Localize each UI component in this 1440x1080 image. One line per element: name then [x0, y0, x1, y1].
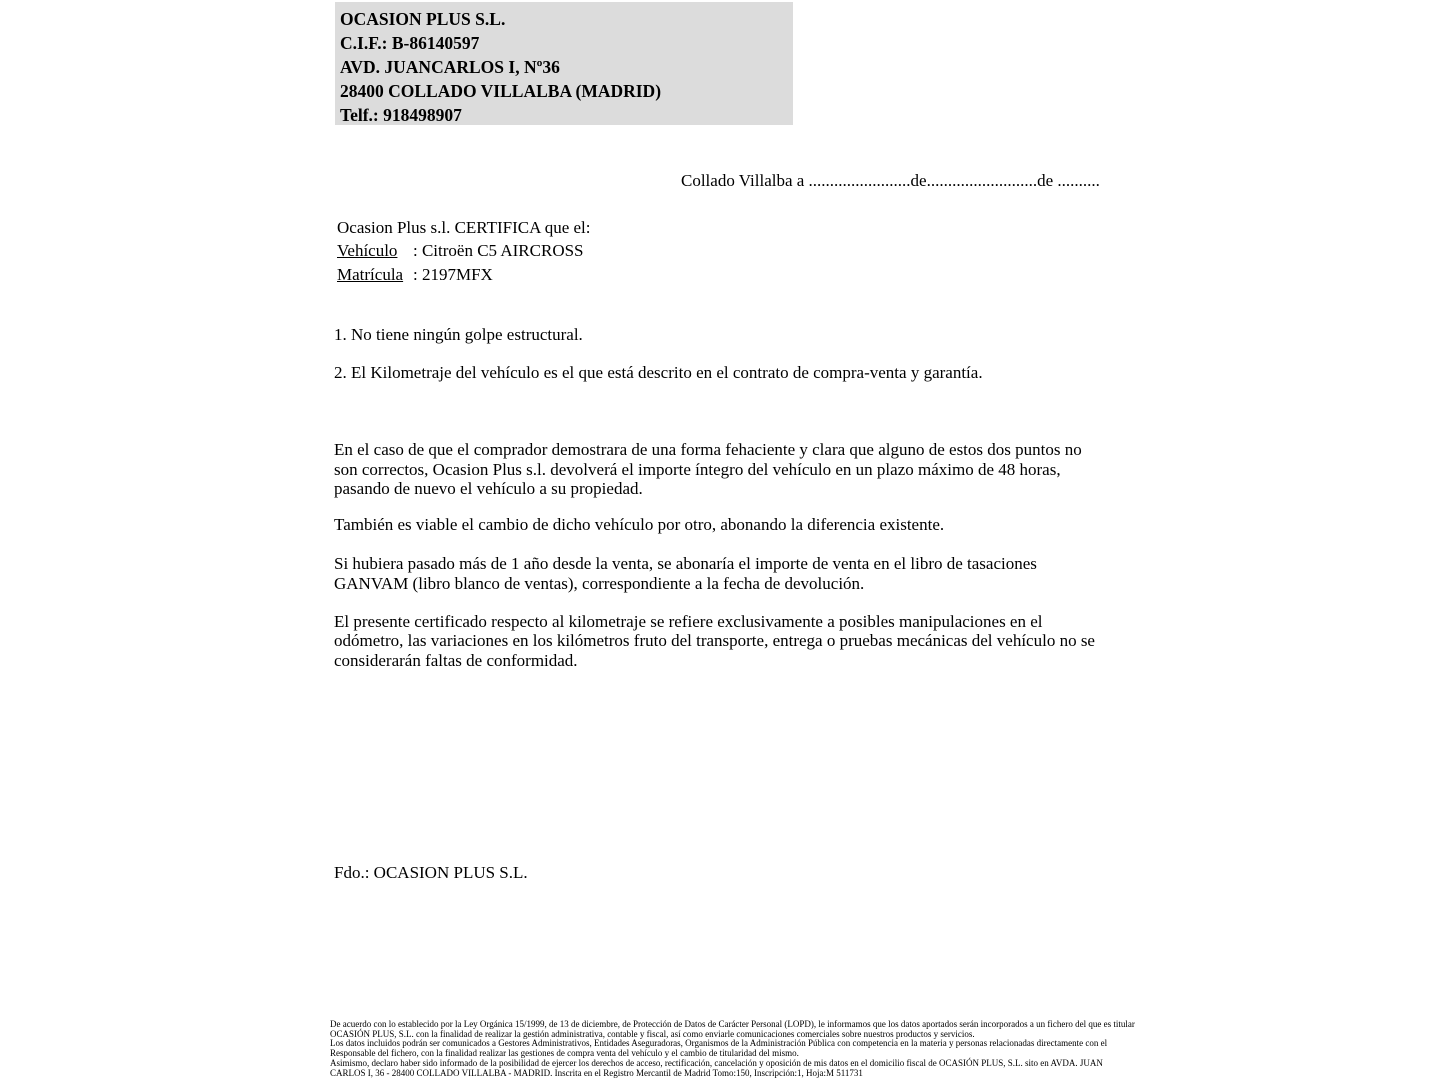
- vehicle-value: : Citroën C5 AIRCROSS: [413, 241, 584, 261]
- company-cif: C.I.F.: B-86140597: [340, 33, 480, 53]
- legal-fine-print: [330, 1019, 1135, 1078]
- company-header-box: [335, 2, 793, 125]
- plate-label: Matrícula: [337, 264, 404, 284]
- certification-intro: Ocasion Plus s.l. CERTIFICA que el:: [337, 218, 591, 237]
- paragraph-odometer: El presente certificado respecto al kilometraje se refiere exclusivamente a posibles manipulaciones en el odómetro, las variaciones en los kilómetros fruto del transporte, entrega o pruebas mecánicas del vehículo no se considerarán faltas de conformidad.: [334, 611, 1095, 670]
- vehicle-label: Vehículo: [337, 241, 398, 261]
- paragraph-exchange: También es viable el cambio de dicho vehículo por otro, abonando la diferencia existente.: [334, 514, 945, 534]
- paragraph-refund: En el caso de que el comprador demostrara de una forma fehaciente y clara que alguno de estos dos puntos no son correctos, Ocasion Plus s.l. devolverá el importe íntegro del vehículo en un plazo máximo de 48 horas, pasando de nuevo el vehículo a su propiedad.: [334, 440, 1082, 499]
- certification-block: [337, 216, 591, 286]
- certified-points: [334, 325, 1106, 383]
- date-fill-in-line: Collado Villalba a ........................de..........................de ..........: [681, 171, 1100, 190]
- point-2: 2. El Kilometraje del vehículo es el que está descrito en el contrato de compra-venta y garantía.: [334, 363, 983, 383]
- signature-line: Fdo.: OCASION PLUS S.L.: [334, 863, 528, 882]
- vehicle-field: [337, 239, 591, 262]
- plate-field: [337, 263, 591, 286]
- terms-paragraphs: [334, 440, 1106, 670]
- legal-line: Responsable del fichero, con la finalidad realizar las gestiones de compra venta del vehículo y el cambio de titularidad del mismo.: [330, 1048, 799, 1059]
- plate-value: : 2197MFX: [413, 264, 493, 284]
- legal-line: CARLOS I, 36 - 28400 COLLADO VILLALBA - MADRID. Inscrita en el Registro Mercantil de Madrid Tomo:150, Inscripción:1, Hoja:M 511731: [330, 1067, 863, 1078]
- legal-line: OCASIÓN PLUS, S.L. con la finalidad de realizar la gestión administrativa, contable y fiscal, así como enviarle comunicaciones comerciales sobre nuestros productos y servicios.: [330, 1028, 975, 1039]
- point-1: 1. No tiene ningún golpe estructural.: [334, 325, 583, 344]
- company-name: OCASION PLUS S.L.: [340, 9, 506, 29]
- legal-line: De acuerdo con lo establecido por la Ley Orgánica 15/1999, de 13 de diciembre, de Protección de Datos de Carácter Personal (LOPD), le informamos que los datos aportados serán incorporados a un fichero del que es titular: [330, 1019, 1135, 1029]
- legal-line: Los datos incluidos podrán ser comunicados a Gestores Administrativos, Entidades Aseguradoras, Organismos de la Administración Pública con competencia en la materia y personas relacionadas directamente con el: [330, 1038, 1108, 1049]
- company-address: AVD. JUANCARLOS I, Nº36: [340, 57, 560, 77]
- company-city: 28400 COLLADO VILLALBA (MADRID): [340, 81, 662, 101]
- paragraph-ganvam: Si hubiera pasado más de 1 año desde la venta, se abonaría el importe de venta en el libro de tasaciones GANVAM (libro blanco de ventas), correspondiente a la fecha de devolución.: [334, 554, 1037, 593]
- company-phone: Telf.: 918498907: [340, 105, 462, 125]
- legal-line: Asimismo, declaro haber sido informado de la posibilidad de ejercer los derechos de acceso, rectificación, cancelación y oposición de mis datos en el domicilio fiscal de OCASIÓN PLUS, S.L. sito en AVDA. JUAN: [330, 1057, 1103, 1068]
